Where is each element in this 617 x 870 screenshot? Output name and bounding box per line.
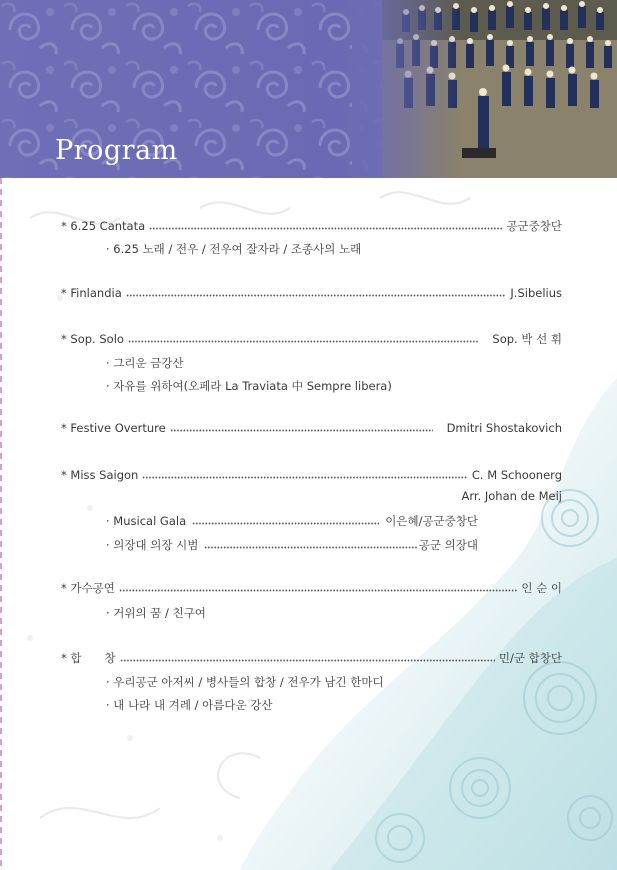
item-title: * 합 창 — [61, 651, 116, 665]
dot-leader — [170, 422, 433, 432]
item-title: * 6.25 Cantata — [61, 219, 146, 233]
dot-leader — [142, 469, 468, 479]
item-performer: Dmitri Shostakovich — [446, 421, 562, 435]
photo-fade — [352, 0, 462, 178]
saigon-musical-gala — [106, 513, 478, 531]
page-title: Program — [55, 135, 178, 166]
sub-performer: 이은혜/공군중창단 — [385, 514, 478, 528]
program-item-sop-solo — [61, 331, 562, 349]
program-item-singer — [61, 580, 562, 598]
item-performer: 공군중창단 — [506, 219, 562, 233]
dot-leader — [204, 539, 416, 549]
item-performer: 인 순 이 — [521, 581, 562, 595]
dot-leader — [120, 652, 495, 662]
header-banner — [0, 0, 617, 178]
dot-leader — [128, 333, 478, 343]
arranger: Arr. Johan de Meij — [461, 489, 562, 503]
item-performer: 민/군 합창단 — [498, 651, 562, 665]
singer-songs: · 거위의 꿈 / 친구여 — [106, 606, 206, 620]
dot-leader — [192, 515, 379, 525]
sub-title: · Musical Gala — [106, 514, 187, 528]
item-performer: Sop. 박 선 휘 — [492, 332, 562, 346]
program-item-miss-saigon — [61, 468, 562, 486]
saigon-honor-guard — [106, 537, 478, 555]
dot-leader — [149, 220, 502, 230]
chorus-songs-1: · 우리공군 아저씨 / 병사들의 합창 / 전우가 남긴 한마디 — [106, 675, 384, 689]
program-item-chorus — [61, 650, 562, 668]
item-composer: C. M Schoonerg — [471, 468, 562, 482]
sub-performer: 공군 의장대 — [418, 538, 478, 552]
item-title: * 가수공연 — [61, 581, 115, 595]
left-dashed-border — [0, 178, 2, 870]
item-title: * Sop. Solo — [61, 332, 124, 346]
program-item-cantata — [61, 218, 562, 236]
solo-song-1: · 그리운 금강산 — [106, 356, 184, 370]
item-performer: J.Sibelius — [510, 286, 562, 300]
chorus-songs-2: · 내 나라 내 겨레 / 아름다운 강산 — [106, 698, 273, 712]
dot-leader — [119, 582, 518, 592]
cantata-songs: · 6.25 노래 / 전우 / 전우여 잘자라 / 조종사의 노래 — [106, 242, 362, 256]
program-item-finlandia — [61, 286, 562, 304]
dot-leader — [126, 287, 507, 297]
item-title: * Miss Saigon — [61, 468, 139, 482]
solo-song-2: · 자유를 위하여(오페라 La Traviata 中 Sempre libera) — [106, 379, 392, 393]
sub-title: · 의장대 의장 시범 — [106, 538, 199, 552]
program-item-festive-overture — [61, 421, 562, 439]
item-title: * Festive Overture — [61, 421, 166, 435]
item-title: * Finlandia — [61, 286, 122, 300]
